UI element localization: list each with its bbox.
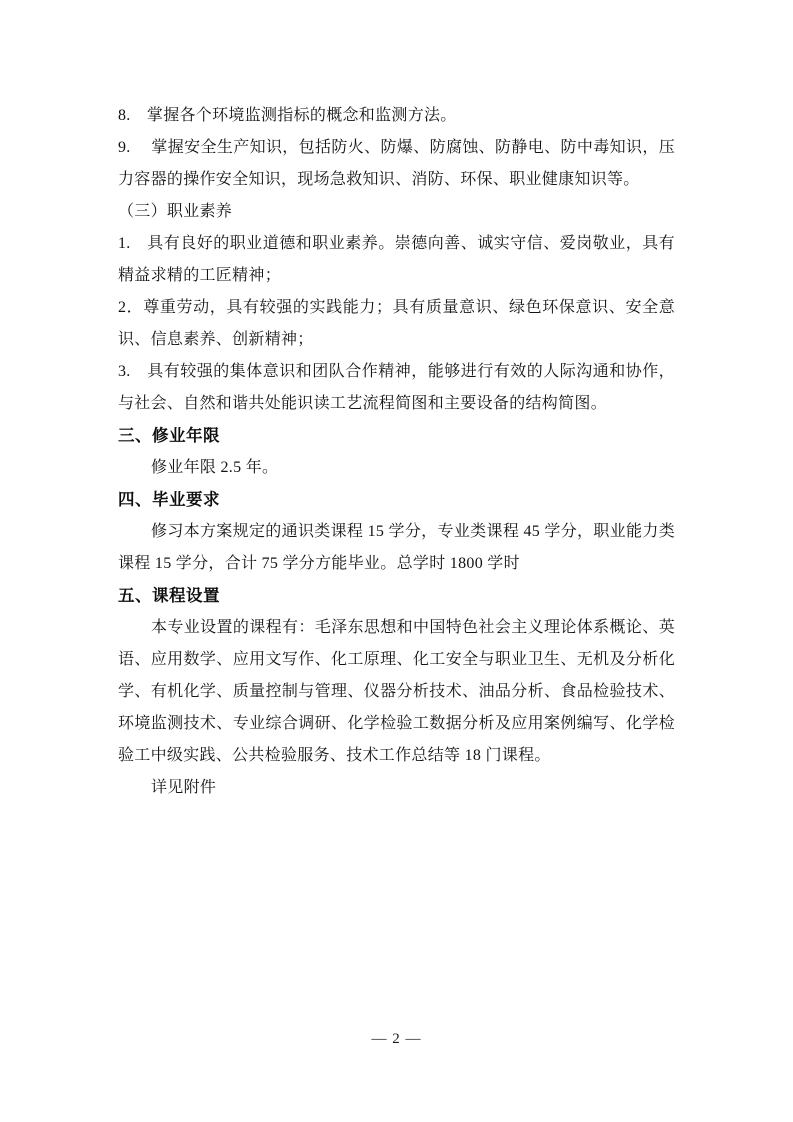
paragraph-graduation-requirements: 修习本方案规定的通识类课程 15 学分，专业类课程 45 学分，职业能力类课程 15 学分，合计 75 学分方能毕业。总学时 1800 学时 [118, 523, 675, 572]
section-heading-study-duration: 三、修业年限 [118, 427, 220, 445]
subsection-label-3: （三）职业素养 [118, 203, 233, 220]
page-number: — 2 — [371, 1031, 422, 1047]
list-item-9: 9. 掌握安全生产知识，包括防火、防爆、防腐蚀、防静电、防中毒知识，压力容器的操作安全知识，现场急救知识、消防、环保、职业健康知识等。 [118, 139, 675, 188]
section-heading-curriculum: 五、课程设置 [118, 587, 220, 605]
list-item-3: 3. 具有较强的集体意识和团队合作精神，能够进行有效的人际沟通和协作，与社会、自然和谐共处能识读工艺流程简图和主要设备的结构简图。 [118, 363, 675, 412]
list-item-2: 2．尊重劳动，具有较强的实践能力；具有质量意识、绿色环保意识、安全意识、信息素养、创新精神； [118, 299, 675, 348]
paragraph-curriculum: 本专业设置的课程有：毛泽东思想和中国特色社会主义理论体系概论、英语、应用数学、应用文写作、化工原理、化工安全与职业卫生、无机及分析化学、有机化学、质量控制与管理、仪器分析技术、油品分析、食品检验技术、环境监测技术、专业综合调研、化学检验工数据分析及应用案例编写、化学检验工中级实践、公共检验服务、技术工作总结等 18 门课程。 [118, 619, 675, 764]
paragraph-see-attachment: 详见附件 [151, 779, 217, 796]
list-item-8: 8. 掌握各个环境监测指标的概念和监测方法。 [118, 107, 457, 124]
document-body [118, 100, 675, 804]
paragraph-study-duration: 修业年限 2.5 年。 [151, 459, 279, 476]
section-heading-graduation-requirements: 四、毕业要求 [118, 491, 220, 509]
list-item-1: 1. 具有良好的职业道德和职业素养。崇德向善、诚实守信、爱岗敬业，具有精益求精的工匠精神； [118, 235, 675, 284]
